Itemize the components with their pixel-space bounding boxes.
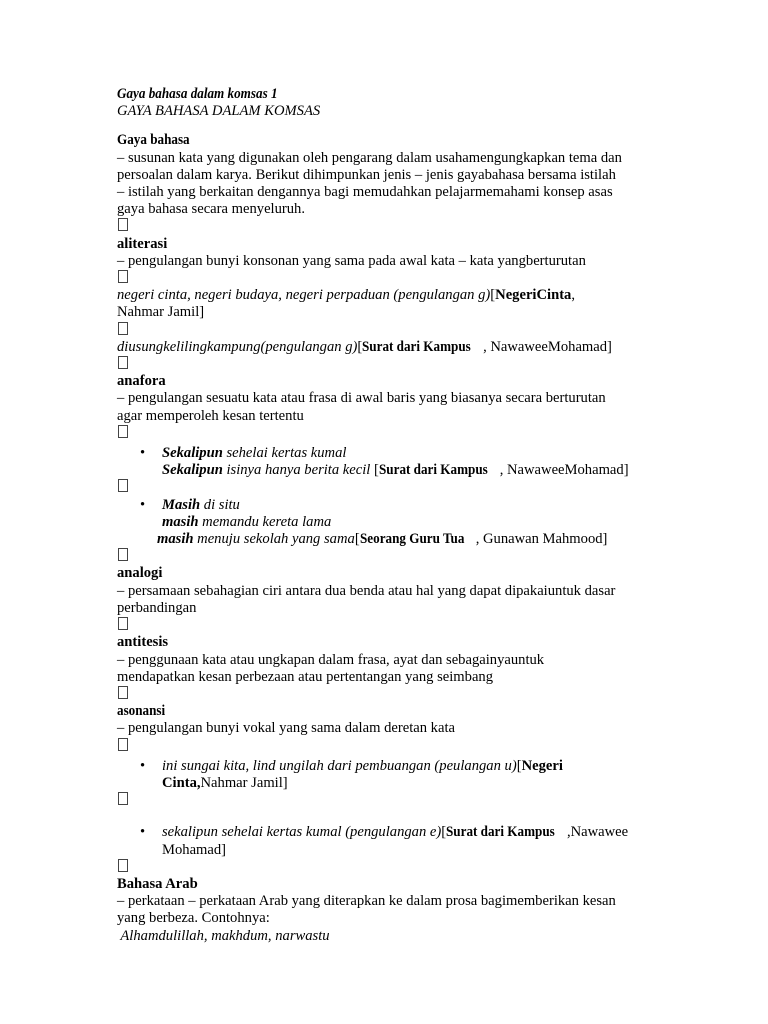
aliterasi-example-2: diusungkelilingkampung(pengulangan g)[Surat dari Kampus , NawaweeMohamad]	[117, 338, 612, 355]
section-heading-asonansi: asonansi	[117, 703, 166, 720]
anafora-bullet-1-line-2: Sekalipun isinya hanya berita kecil [Surat dari Kampus , NawaweeMohamad]	[162, 462, 629, 479]
anafora-bullet-2: • Masih di situ	[140, 496, 240, 513]
doc-title-italic: Gaya bahasa dalam komsas 1	[117, 86, 278, 102]
bullet-icon: •	[140, 445, 146, 462]
missing-glyph-box-icon	[118, 425, 128, 438]
antitesis-definition: mendapatkan kesan perbezaan atau pertentangan yang seimbang	[117, 668, 494, 685]
missing-glyph-box-icon	[118, 270, 128, 283]
missing-glyph-box-icon	[118, 218, 128, 231]
bullet-icon: •	[140, 496, 146, 513]
missing-glyph-box-icon	[118, 859, 128, 872]
missing-glyph-box-icon	[118, 479, 128, 492]
anafora-definition: – pengulangan sesuatu kata atau frasa di awal baris yang biasanya secara berturutan	[117, 390, 606, 407]
analogi-definition: – persamaan sebahagian ciri antara dua benda atau hal yang dapat dipakaiuntuk dasar	[117, 582, 616, 599]
missing-glyph-box-icon	[118, 792, 128, 805]
missing-glyph-box-icon	[118, 617, 128, 630]
bullet-icon: •	[140, 757, 146, 774]
section-heading-bahasa-arab: Bahasa Arab	[117, 875, 198, 892]
gaya-text-line: gaya bahasa secara menyeluruh.	[117, 201, 306, 218]
missing-glyph-box-icon	[118, 738, 128, 751]
gaya-text-line: – susunan kata yang digunakan oleh pengarang dalam usahamengungkapkan tema dan	[117, 149, 622, 166]
analogi-definition: perbandingan	[117, 599, 197, 616]
aliterasi-definition: – pengulangan bunyi konsonan yang sama pada awal kata – kata yangberturutan	[117, 252, 586, 269]
section-heading-aliterasi: aliterasi	[117, 235, 168, 252]
missing-glyph-box-icon	[118, 686, 128, 699]
arab-definition: – perkataan – perkataan Arab yang diterapkan ke dalam prosa bagimemberikan kesan	[117, 893, 616, 910]
section-heading-antitesis: antitesis	[117, 634, 169, 651]
section-heading-anafora: anafora	[117, 373, 166, 390]
anafora-definition: agar memperoleh kesan tertentu	[117, 407, 304, 424]
asonansi-bullet-2: • sekalipun sehelai kertas kumal (pengulangan e)[Surat dari Kampus ,Nawawee	[140, 824, 629, 841]
document-page	[117, 86, 657, 945]
missing-glyph-box-icon	[118, 356, 128, 369]
gaya-text-line: – istilah yang berkaitan dengannya bagi memudahkan pelajarmemahami konsep asas	[117, 184, 613, 201]
asonansi-bullet-1: • ini sungai kita, lind ungilah dari pembuangan (peulangan u)[Negeri	[140, 757, 563, 774]
section-heading-analogi: analogi	[117, 565, 163, 582]
aliterasi-example-1-source: Nahmar Jamil]	[117, 304, 205, 321]
missing-glyph-box-icon	[118, 322, 128, 335]
asonansi-bullet-2-line-2: Mohamad]	[162, 841, 227, 858]
gaya-text-line: persoalan dalam karya. Berikut dihimpunkan jenis – jenis gayabahasa bersama istilah	[117, 166, 616, 183]
doc-title-caps: GAYA BAHASA DALAM KOMSAS	[117, 103, 321, 120]
asonansi-definition: – pengulangan bunyi vokal yang sama dalam deretan kata	[117, 720, 455, 737]
missing-glyph-box-icon	[118, 548, 128, 561]
anafora-bullet-1: • Sekalipun sehelai kertas kumal	[140, 445, 347, 462]
arab-example: Alhamdulillah, makhdum, narwastu	[117, 927, 330, 944]
section-heading-gaya-bahasa: Gaya bahasa	[117, 132, 190, 149]
arab-definition: yang berbeza. Contohnya:	[117, 910, 270, 927]
asonansi-bullet-1-line-2: Cinta,Nahmar Jamil]	[162, 774, 288, 791]
antitesis-definition: – penggunaan kata atau ungkapan dalam frasa, ayat dan sebagainyauntuk	[117, 651, 545, 668]
anafora-bullet-2-line-2: masih memandu kereta lama	[162, 513, 332, 530]
bullet-icon: •	[140, 824, 146, 841]
anafora-bullet-2-line-3: masih menuju sekolah yang sama[Seorang Guru Tua , Gunawan Mahmood]	[157, 531, 608, 548]
aliterasi-example-1: negeri cinta, negeri budaya, negeri perpaduan (pengulangan g)[NegeriCinta,	[117, 287, 576, 304]
